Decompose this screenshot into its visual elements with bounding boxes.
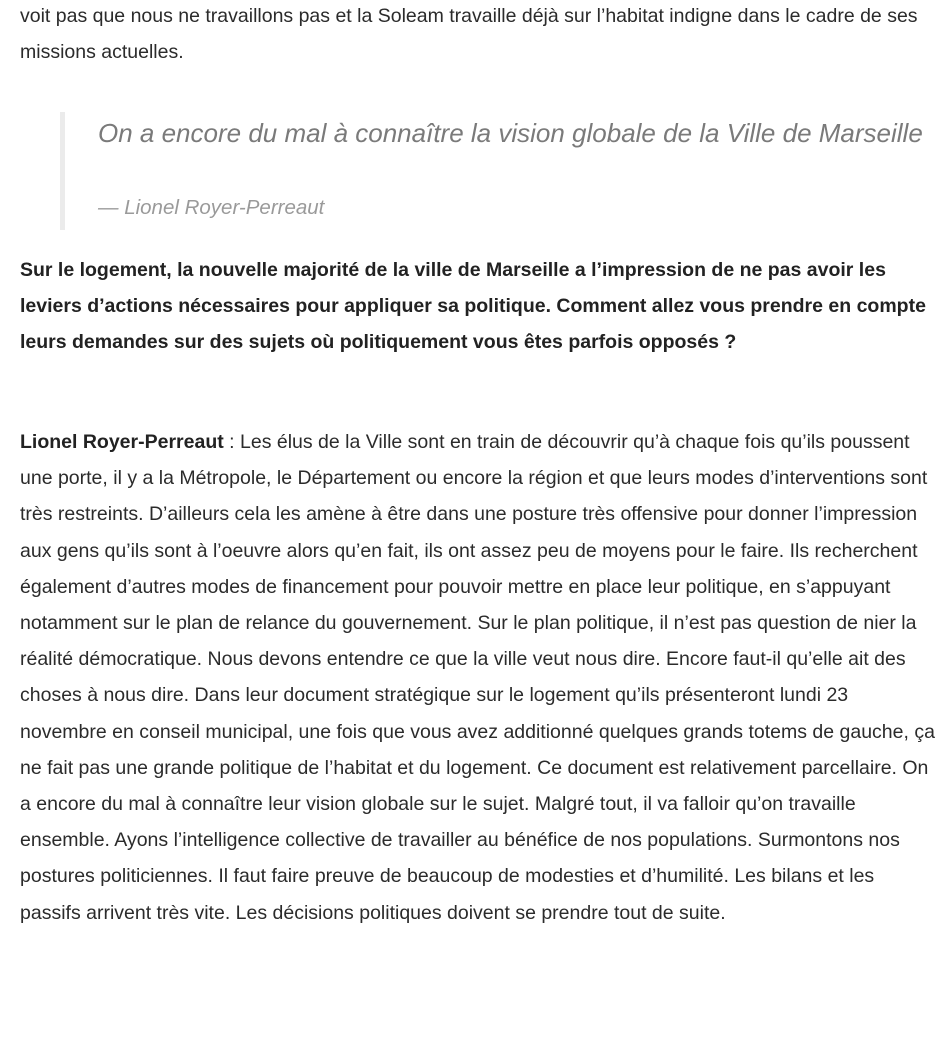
pull-quote-attribution: — Lionel Royer-Perreaut bbox=[98, 196, 325, 219]
pull-quote bbox=[60, 112, 945, 230]
answer-text: Les élus de la Ville sont en train de découvrir qu’à chaque fois qu’ils poussent une porte, il y a la Métropole, le Département ou encore la région et que leurs modes d’interventions sont très restreints. D’ailleurs cela les amène à être dans une posture très offensive pour donner l’impression aux gens qu’ils sont à l’oeuvre alors qu’en fait, ils ont assez peu de moyens pour le faire. Ils recherchent également d’autres modes de financement pour pouvoir mettre en place leur politique, en s’appuyant notamment sur le plan de relance du gouvernement. Sur le plan politique, il n’est pas question de nier la réalité démocratique. Nous devons entendre ce que la ville veut nous dire. Encore faut-il qu’elle ait des choses à nous dire. Dans leur document stratégique sur le logement qu’ils présenteront lundi 23 novembre en conseil municipal, une fois que vous avez additionné quelques grands totems de gauche, ça ne fait pas une grande politique de l’habitat et du logement. Ce document est relativement parcellaire. On a encore du mal à connaître leur vision globale sur le sujet. Malgré tout, il va falloir qu’on travaille ensemble. Ayons l’intelligence collective de travailler au bénéfice de nos populations. Surmontons nos postures politiciennes. Il faut faire preuve de beaucoup de modesties et d’humilité. Les bilans et les passifs arrivent très vite. Les décisions politiques doivent se prendre tout de suite. bbox=[20, 431, 935, 924]
interview-question: Sur le logement, la nouvelle majorité de la ville de Marseille a l’impression de ne pas avoir les leviers d’actions nécessaires pour appliquer sa politique. Comment allez vous prendre en compte leurs demandes sur des sujets où politiquement vous êtes parfois opposés ? bbox=[20, 259, 926, 354]
pull-quote-text: On a encore du mal à connaître la vision globale de la Ville de Marseille bbox=[98, 118, 923, 148]
answer-speaker: Lionel Royer-Perreaut bbox=[20, 431, 224, 453]
answer-separator: : bbox=[223, 431, 240, 453]
intro-paragraph: voit pas que nous ne travaillons pas et la Soleam travaille déjà sur l’habitat indigne dans le cadre de ses missions actuelles. bbox=[20, 5, 918, 64]
interview-answer bbox=[20, 424, 935, 931]
